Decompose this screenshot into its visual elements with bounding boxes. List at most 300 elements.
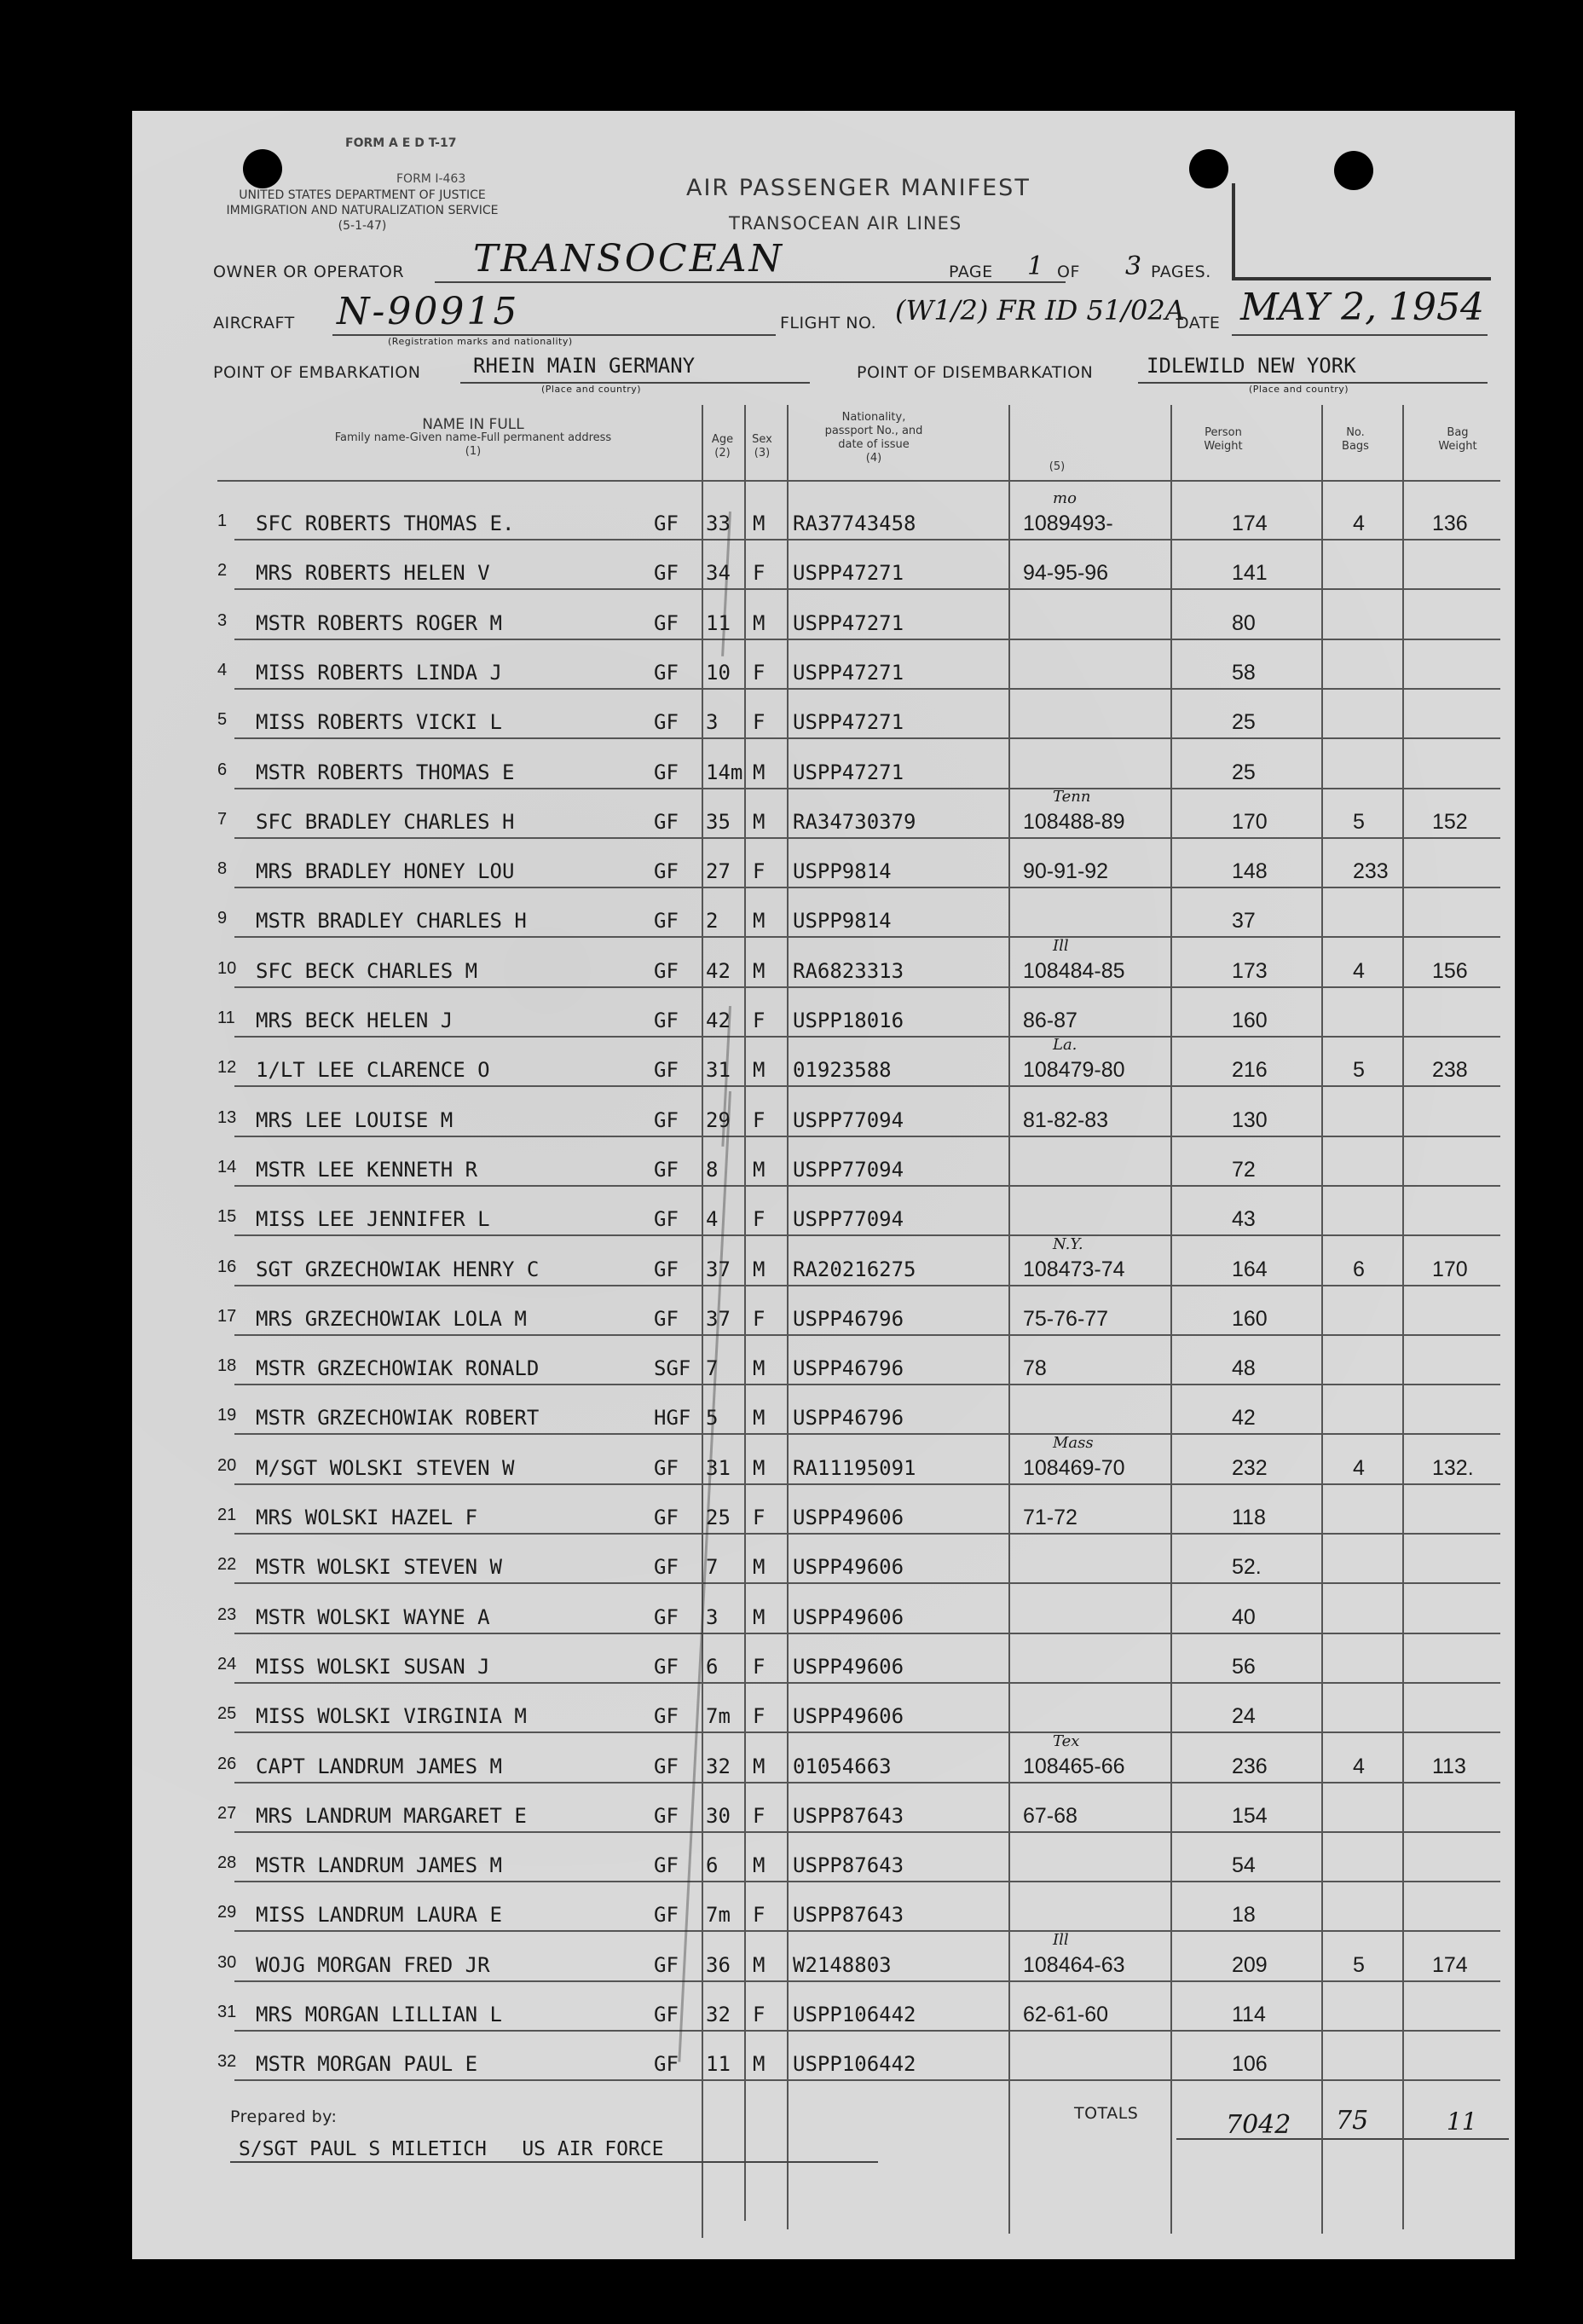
row-rule: [234, 837, 1500, 839]
passenger-nationality: GF: [654, 660, 679, 685]
passenger-passport: USPP47271: [793, 660, 904, 685]
passenger-age: 32: [706, 1754, 731, 1778]
passenger-bag-weight: 152: [1432, 809, 1468, 834]
passenger-age: 34: [706, 561, 731, 586]
passenger-bag-weight: 174: [1432, 1952, 1468, 1977]
row-number: 14: [217, 1157, 237, 1176]
passenger-sex: F: [753, 1506, 766, 1529]
passenger-name: MRS BRADLEY HONEY LOU: [256, 859, 515, 884]
passenger-passport: USPP49606: [793, 1506, 904, 1529]
row-rule: [234, 1633, 1500, 1634]
passenger-ticket: 108484-85: [1023, 958, 1125, 983]
manifest-sheet: [132, 111, 1515, 2259]
disembarkation-label: POINT OF DISEMBARKATION: [857, 363, 1094, 382]
row-number: 18: [217, 1356, 237, 1376]
passenger-age: 14m: [706, 760, 743, 784]
passenger-age: 2: [706, 909, 719, 934]
passenger-ticket: 108488-89: [1023, 809, 1125, 834]
passenger-weight: 170: [1232, 809, 1268, 834]
row-rule: [234, 1384, 1500, 1385]
passenger-age: 3: [706, 710, 719, 735]
passenger-sex: M: [753, 1952, 766, 1977]
totals-underline: [1176, 2138, 1509, 2140]
manifest-subtitle: TRANSOCEAN AIR LINES: [729, 213, 962, 234]
passenger-weight: 48: [1232, 1356, 1256, 1381]
passenger-age: 31: [706, 1455, 731, 1480]
prepared-value: S/SGT PAUL S MILETICH US AIR FORCE: [239, 2138, 664, 2160]
passenger-passport: USPP47271: [793, 710, 904, 735]
passenger-name: WOJG MORGAN FRED JR: [256, 1952, 490, 1977]
passenger-passport: USPP106442: [793, 2003, 916, 2026]
passenger-passport: USPP87643: [793, 1853, 904, 1878]
passenger-passport: USPP77094: [793, 1207, 904, 1232]
passenger-passport: W2148803: [793, 1952, 892, 1977]
passenger-age: 42: [706, 1009, 731, 1032]
passenger-name: MRS BECK HELEN J: [256, 1009, 454, 1032]
passenger-age: 33: [706, 512, 731, 535]
passenger-age: 30: [706, 1803, 731, 1828]
row-rule: [234, 986, 1500, 988]
passenger-sex: M: [753, 610, 766, 635]
passenger-sex: M: [753, 1604, 766, 1629]
row-rule: [234, 1980, 1500, 1982]
passenger-bags: 5: [1353, 809, 1365, 834]
passenger-nationality: GF: [654, 1107, 679, 1132]
passenger-weight: 174: [1232, 512, 1268, 535]
passenger-weight: 118: [1232, 1506, 1266, 1529]
passenger-passport: USPP47271: [793, 760, 904, 784]
flight-label: FLIGHT NO.: [780, 314, 877, 332]
row-number: 1: [217, 512, 228, 530]
passenger-passport: USPP47271: [793, 561, 904, 586]
passenger-ticket: 108464-63: [1023, 1952, 1125, 1977]
col-header-name-line2: Family name-Given name-Full permanent address: [334, 431, 612, 444]
col-divider-passport: [787, 405, 789, 2229]
passenger-sex: M: [753, 1406, 766, 1431]
of-value: 3: [1125, 251, 1142, 281]
aircraft-note: (Registration marks and nationality): [388, 336, 573, 347]
col-header-bags: [1326, 426, 1385, 454]
passenger-passport: USPP9814: [793, 909, 892, 934]
passenger-name: MSTR WOLSKI WAYNE A: [256, 1604, 490, 1629]
passenger-passport: RA11195091: [793, 1455, 916, 1480]
passenger-ticket: 75-76-77: [1023, 1306, 1109, 1331]
passenger-sex: M: [753, 760, 766, 784]
passenger-ticket-note: Ill: [1053, 936, 1069, 955]
row-rule: [234, 1185, 1500, 1187]
passenger-passport: USPP87643: [793, 1803, 904, 1828]
col-header-weight: [1176, 426, 1270, 454]
row-number: 2: [217, 561, 228, 581]
passenger-name: MRS WOLSKI HAZEL F: [256, 1506, 478, 1529]
passenger-bag-weight: 156: [1432, 958, 1468, 983]
passenger-nationality: HGF: [654, 1406, 691, 1431]
of-label: OF: [1057, 263, 1080, 281]
passenger-ticket-note: mo: [1053, 489, 1077, 507]
passenger-nationality: GF: [654, 1506, 679, 1529]
passenger-name: MSTR GRZECHOWIAK ROBERT: [256, 1406, 540, 1431]
passenger-name: SGT GRZECHOWIAK HENRY C: [256, 1257, 540, 1281]
col-header-passport-line3: date of issue: [838, 438, 910, 451]
form-number: FORM I-463: [396, 172, 466, 186]
passenger-weight: 52.: [1232, 1555, 1262, 1580]
passenger-weight: 37: [1232, 909, 1256, 934]
row-number: 32: [217, 2052, 237, 2072]
row-rule: [234, 788, 1500, 789]
header-rule: [217, 480, 1500, 482]
date-underline: [1232, 334, 1488, 336]
col-header-name-line1: NAME IN FULL: [422, 416, 524, 433]
col-divider-bags: [1321, 405, 1323, 2234]
row-number: 15: [217, 1207, 237, 1227]
totals-divider-3: [1402, 2089, 1404, 2140]
passenger-name: MRS LANDRUM MARGARET E: [256, 1803, 527, 1828]
row-number: 31: [217, 2003, 237, 2021]
passenger-bags: 4: [1353, 1754, 1365, 1778]
col-header-5: [985, 460, 1129, 474]
passenger-bags: 5: [1353, 1058, 1365, 1083]
passenger-age: 8: [706, 1157, 719, 1182]
row-rule: [234, 1085, 1500, 1087]
passenger-nationality: GF: [654, 561, 679, 586]
page-label: PAGE: [949, 263, 993, 281]
passenger-nationality: GF: [654, 1009, 679, 1032]
passenger-passport: RA37743458: [793, 512, 916, 535]
passenger-sex: F: [753, 1306, 766, 1331]
passenger-weight: 24: [1232, 1704, 1256, 1729]
col-header-5-line1: (5): [1049, 460, 1066, 473]
row-number: 17: [217, 1306, 237, 1326]
row-rule: [234, 1731, 1500, 1733]
passenger-name: MRS GRZECHOWIAK LOLA M: [256, 1306, 527, 1331]
passenger-ticket-note: La.: [1053, 1036, 1077, 1055]
passenger-age: 32: [706, 2003, 731, 2026]
passenger-sex: F: [753, 1704, 766, 1729]
passenger-nationality: GF: [654, 1257, 679, 1281]
passenger-ticket-note: Tenn: [1053, 787, 1091, 806]
row-number: 21: [217, 1506, 237, 1524]
agency-line-2: IMMIGRATION AND NATURALIZATION SERVICE: [226, 204, 499, 217]
row-number: 6: [217, 760, 228, 779]
row-number: 7: [217, 809, 228, 829]
passenger-ticket: 108479-80: [1023, 1058, 1125, 1083]
date-label: DATE: [1176, 314, 1221, 332]
passenger-weight: 232: [1232, 1455, 1268, 1480]
passenger-bag-weight: 113: [1432, 1754, 1466, 1778]
passenger-sex: M: [753, 2052, 766, 2077]
passenger-bags: 6: [1353, 1257, 1365, 1281]
passenger-ticket-note: Ill: [1053, 1930, 1069, 1949]
passenger-ticket: 78: [1023, 1356, 1047, 1381]
passenger-ticket: 62-61-60: [1023, 2003, 1109, 2026]
passenger-nationality: GF: [654, 1207, 679, 1232]
passenger-weight: 114: [1232, 2003, 1266, 2026]
total-bagweight: 11: [1447, 2107, 1477, 2136]
owner-underline: [435, 281, 1066, 283]
row-rule: [234, 539, 1500, 541]
passenger-weight: 58: [1232, 660, 1256, 685]
passenger-passport: USPP46796: [793, 1406, 904, 1431]
col-header-bags-line2: Bags: [1342, 440, 1369, 453]
passenger-weight: 216: [1232, 1058, 1268, 1083]
passenger-nationality: GF: [654, 1654, 679, 1679]
passenger-weight: 154: [1232, 1803, 1268, 1828]
form-code: FORM A E D T-17: [345, 136, 457, 150]
passenger-weight: 209: [1232, 1952, 1268, 1977]
row-number: 26: [217, 1754, 237, 1773]
passenger-passport: 01923588: [793, 1058, 892, 1083]
row-number: 25: [217, 1704, 237, 1724]
passenger-age: 37: [706, 1306, 731, 1331]
passenger-name: MRS MORGAN LILLIAN L: [256, 2003, 502, 2026]
manifest-title: AIR PASSENGER MANIFEST: [686, 175, 1031, 201]
row-rule: [234, 1234, 1500, 1236]
passenger-passport: USPP46796: [793, 1356, 904, 1381]
row-rule: [234, 1136, 1500, 1137]
row-number: 8: [217, 859, 228, 879]
row-rule: [234, 1582, 1500, 1584]
passenger-weight: 40: [1232, 1604, 1256, 1629]
passenger-sex: F: [753, 1803, 766, 1828]
row-rule: [234, 639, 1500, 640]
row-rule: [234, 1285, 1500, 1286]
passenger-name: SFC BRADLEY CHARLES H: [256, 809, 515, 834]
page-value: 1: [1027, 251, 1044, 281]
passenger-age: 7m: [706, 1704, 731, 1729]
passenger-name: CAPT LANDRUM JAMES M: [256, 1754, 502, 1778]
passenger-weight: 25: [1232, 760, 1256, 784]
row-number: 9: [217, 909, 228, 928]
passenger-nationality: GF: [654, 1157, 679, 1182]
passenger-weight: 160: [1232, 1009, 1268, 1032]
col-divider-5: [1008, 405, 1010, 2234]
passenger-weight: 141: [1232, 561, 1268, 586]
passenger-nationality: GF: [654, 809, 679, 834]
owner-label: OWNER OR OPERATOR: [213, 263, 405, 281]
passenger-name: MSTR LANDRUM JAMES M: [256, 1853, 502, 1878]
row-number: 12: [217, 1058, 237, 1078]
row-number: 4: [217, 660, 228, 679]
passenger-ticket: 94-95-96: [1023, 561, 1109, 586]
passenger-name: MSTR ROBERTS ROGER M: [256, 610, 502, 635]
passenger-nationality: GF: [654, 958, 679, 983]
passenger-ticket-note: Tex: [1053, 1731, 1080, 1750]
total-weight: 7042: [1226, 2110, 1291, 2140]
passenger-age: 35: [706, 809, 731, 834]
owner-value: TRANSOCEAN: [473, 237, 785, 280]
passenger-ticket: 108465-66: [1023, 1754, 1125, 1778]
passenger-ticket: 90-91-92: [1023, 859, 1109, 884]
agency-line-3: (5-1-47): [338, 219, 387, 233]
passenger-nationality: GF: [654, 1455, 679, 1480]
passenger-weight: 18: [1232, 1903, 1256, 1928]
row-rule: [234, 936, 1500, 938]
passenger-name: 1/LT LEE CLARENCE O: [256, 1058, 490, 1083]
passenger-bag-weight: 170: [1432, 1257, 1468, 1281]
passenger-passport: USPP49606: [793, 1704, 904, 1729]
passenger-bags: 4: [1353, 512, 1365, 535]
passenger-name: MISS ROBERTS VICKI L: [256, 710, 502, 735]
passenger-sex: M: [753, 809, 766, 834]
passenger-nationality: GF: [654, 1853, 679, 1878]
disembarkation-note: (Place and country): [1249, 384, 1349, 395]
row-number: 20: [217, 1455, 237, 1475]
disembarkation-value: IDLEWILD NEW YORK: [1147, 354, 1356, 378]
col-header-weight-line1: Person: [1205, 426, 1242, 439]
row-number: 3: [217, 610, 228, 630]
passenger-name: SFC ROBERTS THOMAS E.: [256, 512, 515, 535]
passenger-passport: USPP18016: [793, 1009, 904, 1032]
row-number: 16: [217, 1257, 237, 1276]
passenger-weight: 42: [1232, 1406, 1256, 1431]
agency-line-1: UNITED STATES DEPARTMENT OF JUSTICE: [239, 188, 486, 202]
col-header-age-line2: (2): [714, 447, 731, 460]
passenger-bag-weight: 136: [1432, 512, 1468, 535]
row-rule: [234, 1334, 1500, 1336]
row-number: 30: [217, 1952, 237, 1972]
passenger-name: MSTR LEE KENNETH R: [256, 1157, 478, 1182]
corner-bracket: [1232, 183, 1491, 280]
passenger-ticket: 108473-74: [1023, 1257, 1125, 1281]
col-divider-bagweight: [1402, 405, 1404, 2229]
row-number: 29: [217, 1903, 237, 1922]
passenger-passport: 01054663: [793, 1754, 892, 1778]
passenger-passport: USPP77094: [793, 1107, 904, 1132]
passenger-passport: USPP87643: [793, 1903, 904, 1928]
passenger-ticket: 1089493-: [1023, 512, 1113, 535]
passenger-nationality: GF: [654, 1803, 679, 1828]
row-rule: [234, 1682, 1500, 1684]
passenger-ticket: 67-68: [1023, 1803, 1077, 1828]
row-rule: [234, 2030, 1500, 2032]
passenger-sex: M: [753, 512, 766, 535]
passenger-sex: F: [753, 710, 766, 735]
passenger-sex: M: [753, 909, 766, 934]
passenger-passport: USPP47271: [793, 610, 904, 635]
passenger-sex: F: [753, 1207, 766, 1232]
passenger-nationality: GF: [654, 1555, 679, 1580]
row-rule: [234, 2079, 1500, 2081]
passenger-age: 4: [706, 1207, 719, 1232]
passenger-nationality: GF: [654, 909, 679, 934]
passenger-weight: 164: [1232, 1257, 1268, 1281]
passenger-passport: RA34730379: [793, 809, 916, 834]
passenger-age: 29: [706, 1107, 731, 1132]
passenger-sex: F: [753, 1903, 766, 1928]
passenger-age: 27: [706, 859, 731, 884]
passenger-ticket: 71-72: [1023, 1506, 1077, 1529]
embarkation-note: (Place and country): [541, 384, 642, 395]
row-number: 28: [217, 1853, 237, 1873]
passenger-name: MSTR GRZECHOWIAK RONALD: [256, 1356, 540, 1381]
row-rule: [234, 1881, 1500, 1882]
passenger-sex: M: [753, 958, 766, 983]
passenger-ticket-note: Mass: [1053, 1433, 1094, 1452]
prepared-label: Prepared by:: [230, 2107, 338, 2126]
prepared-underline: [230, 2161, 878, 2163]
aircraft-label: AIRCRAFT: [213, 314, 295, 332]
passenger-sex: M: [753, 1555, 766, 1580]
passenger-nationality: GF: [654, 1754, 679, 1778]
passenger-name: MISS ROBERTS LINDA J: [256, 660, 502, 685]
passenger-weight: 106: [1232, 2052, 1268, 2077]
passenger-weight: 43: [1232, 1207, 1256, 1232]
row-rule: [234, 1533, 1500, 1535]
passenger-weight: 236: [1232, 1754, 1268, 1778]
row-rule: [234, 887, 1500, 888]
passenger-name: MISS LEE JENNIFER L: [256, 1207, 490, 1232]
passenger-bags: 233: [1353, 859, 1389, 884]
passenger-bags: 5: [1353, 1952, 1365, 1977]
passenger-age: 5: [706, 1406, 719, 1431]
date-value: MAY 2, 1954: [1240, 286, 1485, 329]
passenger-age: 7m: [706, 1903, 731, 1928]
passenger-sex: M: [753, 1257, 766, 1281]
passenger-age: 10: [706, 660, 731, 685]
row-rule: [234, 1831, 1500, 1833]
col-header-bags-line1: No.: [1346, 426, 1365, 439]
col-header-sex-line1: Sex: [752, 433, 772, 446]
passenger-passport: USPP49606: [793, 1654, 904, 1679]
totals-divider-1: [1170, 2089, 1172, 2140]
col-header-name-line3: (1): [465, 445, 482, 458]
row-number: 23: [217, 1604, 237, 1624]
flight-value: (W1/2) FR ID 51/02A: [895, 294, 1185, 327]
row-number: 5: [217, 710, 228, 730]
passenger-nationality: GF: [654, 859, 679, 884]
passenger-name: MSTR WOLSKI STEVEN W: [256, 1555, 502, 1580]
passenger-nationality: GF: [654, 2003, 679, 2026]
passenger-nationality: GF: [654, 1306, 679, 1331]
passenger-age: 42: [706, 958, 731, 983]
col-divider-weight: [1170, 405, 1172, 2234]
passenger-weight: 148: [1232, 859, 1268, 884]
passenger-passport: USPP9814: [793, 859, 892, 884]
passenger-nationality: GF: [654, 1704, 679, 1729]
passenger-ticket: 86-87: [1023, 1009, 1077, 1032]
passenger-name: MSTR ROBERTS THOMAS E: [256, 760, 515, 784]
passenger-age: 6: [706, 1853, 719, 1878]
passenger-sex: F: [753, 1107, 766, 1132]
passenger-bags: 4: [1353, 1455, 1365, 1480]
passenger-sex: F: [753, 660, 766, 685]
row-rule: [234, 688, 1500, 690]
row-rule: [234, 1433, 1500, 1435]
col-divider-age: [702, 405, 703, 2238]
passenger-ticket: 108469-70: [1023, 1455, 1125, 1480]
passenger-nationality: GF: [654, 1058, 679, 1083]
passenger-ticket: 81-82-83: [1023, 1107, 1109, 1132]
passenger-name: MISS WOLSKI SUSAN J: [256, 1654, 490, 1679]
passenger-sex: M: [753, 1356, 766, 1381]
passenger-sex: F: [753, 561, 766, 586]
passenger-nationality: GF: [654, 1604, 679, 1629]
embarkation-value: RHEIN MAIN GERMANY: [473, 354, 696, 378]
passenger-name: SFC BECK CHARLES M: [256, 958, 478, 983]
pages-label: PAGES.: [1151, 263, 1211, 281]
passenger-age: 11: [706, 610, 731, 635]
passenger-sex: M: [753, 1058, 766, 1083]
col-header-bagweight-line1: Bag: [1447, 426, 1469, 439]
embarkation-label: POINT OF EMBARKATION: [213, 363, 421, 382]
passenger-age: 11: [706, 2052, 731, 2077]
passenger-sex: F: [753, 1654, 766, 1679]
passenger-age: 25: [706, 1506, 731, 1529]
col-header-passport-line1: Nationality,: [841, 411, 906, 424]
col-header-age-line1: Age: [711, 433, 734, 446]
row-number: 10: [217, 958, 237, 978]
passenger-weight: 72: [1232, 1157, 1256, 1182]
